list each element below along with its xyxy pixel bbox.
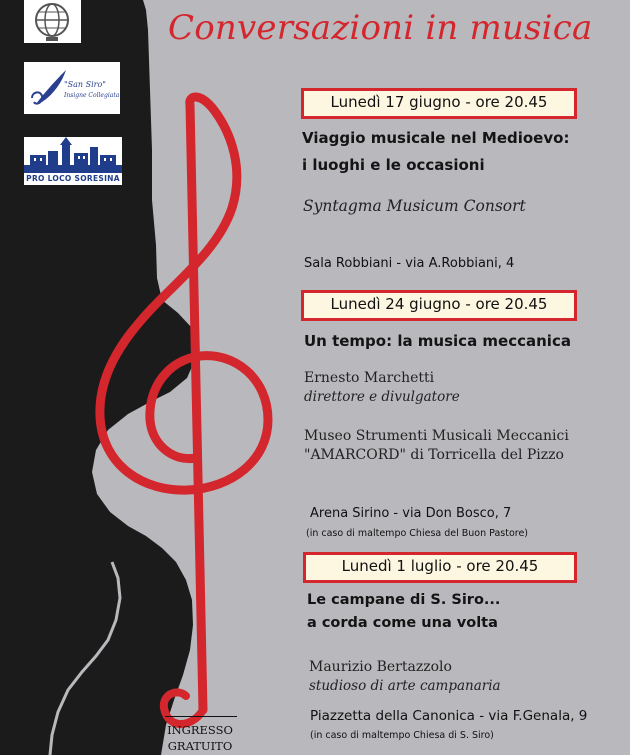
globe-logo — [24, 0, 81, 43]
pro-loco-logo — [24, 137, 122, 185]
free-entry-line1: INGRESSO — [167, 723, 233, 737]
event1-performer: Syntagma Musicum Consort — [303, 197, 526, 215]
event3-date: Lunedì 1 luglio - ore 20.45 — [303, 552, 577, 583]
event3-speaker: Maurizio Bertazzolo — [309, 659, 452, 675]
globe-icon — [24, 0, 81, 43]
event1-title-line1: Viaggio musicale nel Medioevo: — [302, 129, 570, 147]
event2-org-line2: "AMARCORD" di Torricella del Pizzo — [304, 447, 564, 463]
event3-venue: Piazzetta della Canonica - via F.Genala, 9 — [310, 708, 588, 724]
event2-speaker: Ernesto Marchetti — [304, 370, 435, 386]
event3-venue-note: (in caso di maltempo Chiesa di S. Siro) — [310, 730, 494, 741]
event3-speaker-role: studioso di arte campanaria — [309, 678, 501, 694]
event2-date: Lunedì 24 giugno - ore 20.45 — [301, 290, 577, 321]
event2-title-line1: Un tempo: la musica meccanica — [304, 332, 571, 350]
event2-org-line1: Museo Strumenti Musicali Meccanici — [304, 428, 569, 444]
san-siro-logo — [24, 62, 120, 114]
logo2-line1: "San Siro" — [64, 80, 106, 89]
event1-title-line2: i luoghi e le occasioni — [302, 156, 485, 174]
pro-loco-text: PRO LOCO SORESINA — [26, 174, 120, 183]
poster-title: Conversazioni in musica — [168, 8, 593, 48]
footer-divider — [165, 716, 237, 717]
event2-venue-note: (in caso di maltempo Chiesa del Buon Pastore) — [306, 528, 529, 539]
event1-venue: Sala Robbiani - via A.Robbiani, 4 — [304, 256, 515, 271]
event1-date: Lunedì 17 giugno - ore 20.45 — [301, 88, 577, 119]
event2-speaker-role: direttore e divulgatore — [304, 389, 460, 405]
skyline-icon — [24, 137, 122, 173]
event3-title-line1: Le campane di S. Siro... — [307, 592, 501, 608]
free-entry-line2: GRATUITO — [167, 739, 233, 753]
free-entry — [150, 722, 250, 754]
logo2-line2: Insigne Collegiata — [64, 92, 120, 99]
event3-title-line2: a corda come una volta — [307, 615, 498, 631]
event2-venue: Arena Sirino - via Don Bosco, 7 — [310, 506, 512, 521]
